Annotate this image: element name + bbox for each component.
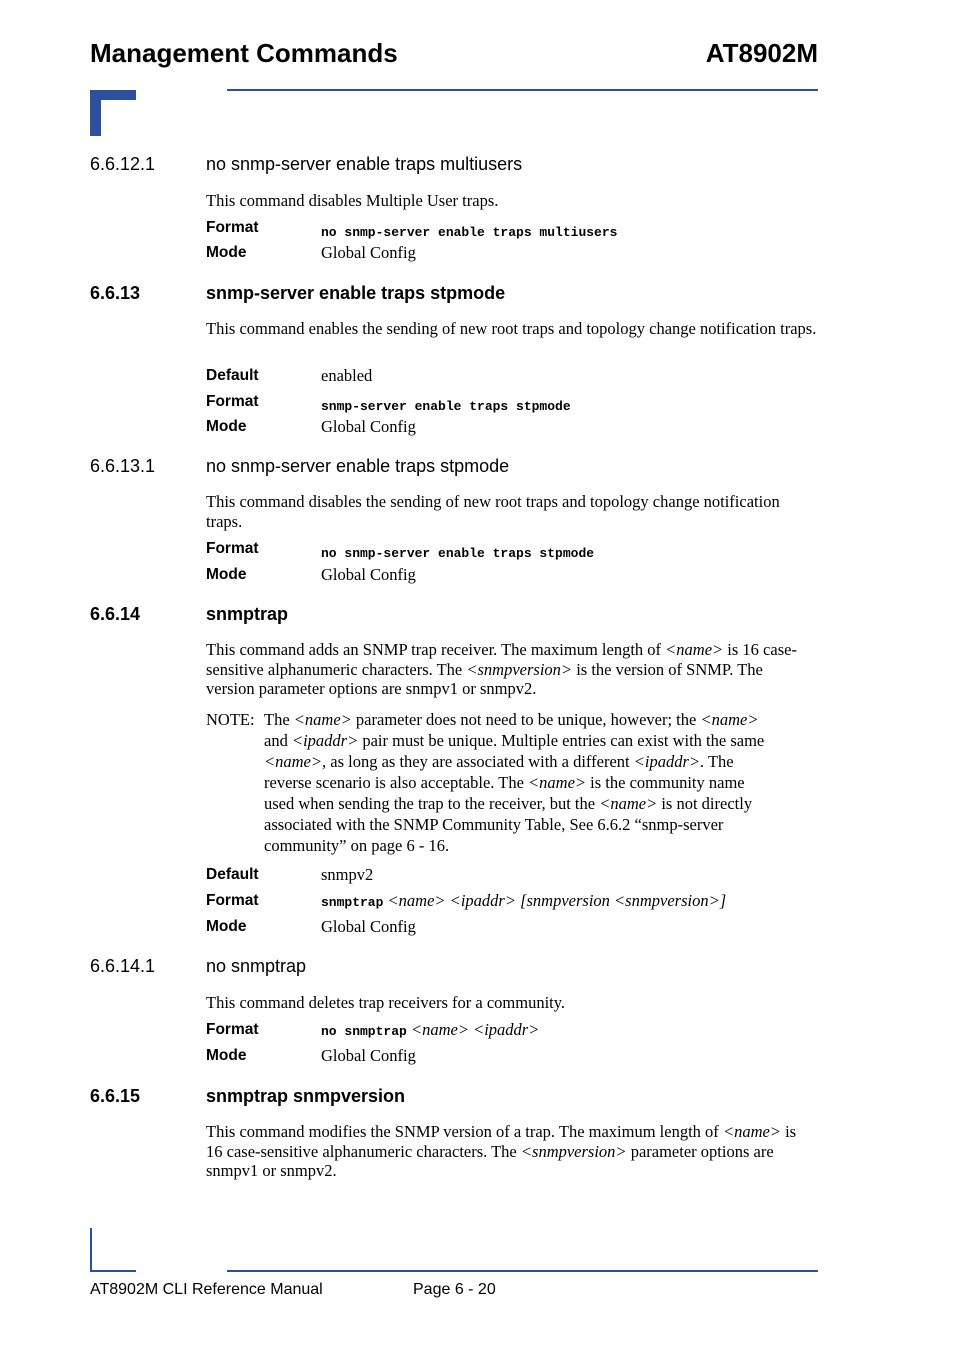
format-command: no snmptrap — [321, 1024, 407, 1039]
footer-page-number: Page 6 - 20 — [413, 1281, 496, 1298]
param-name: <name> — [700, 710, 759, 729]
note-block — [206, 709, 766, 856]
format-label: Format — [206, 1021, 259, 1038]
note-text-run: is the community name used when sending the trap to the receiver, but the — [264, 773, 745, 813]
mode-label: Mode — [206, 566, 247, 583]
format-value — [321, 395, 571, 415]
section-number: 6.6.15 — [90, 1086, 141, 1106]
note-text-run: parameter does not need to be unique, however; the — [351, 710, 701, 729]
section-description: This command disables Multiple User traps. — [206, 191, 499, 210]
mode-value: Global Config — [321, 243, 416, 262]
section-title: no snmptrap — [206, 956, 307, 976]
footer-corner-vertical — [90, 1228, 92, 1272]
param-name: <name> — [599, 794, 658, 813]
note-text-run: , as long as they are associated with a different — [322, 752, 634, 771]
note-text-run: The — [264, 710, 294, 729]
format-arguments: <name> <ipaddr> — [410, 1020, 540, 1039]
note-text-run: . The reverse scenario is also acceptable. The — [264, 752, 734, 792]
section-description — [206, 640, 808, 699]
section-title: snmptrap — [206, 604, 289, 624]
default-value: snmpv2 — [321, 865, 374, 884]
format-value — [321, 221, 617, 241]
format-value — [321, 542, 594, 562]
section-title: snmp-server enable traps stpmode — [206, 283, 506, 303]
header-title: Management Commands — [90, 38, 398, 68]
footer-manual-title: AT8902M CLI Reference Manual — [90, 1281, 323, 1298]
mode-label: Mode — [206, 1047, 247, 1064]
mode-value: Global Config — [321, 917, 416, 936]
section-title: no snmp-server enable traps stpmode — [206, 456, 510, 476]
mode-value: Global Config — [321, 417, 416, 436]
param-snmpversion: <snmpversion> — [466, 659, 573, 679]
header-product: AT8902M — [705, 38, 818, 68]
format-label: Format — [206, 540, 259, 557]
default-label: Default — [206, 866, 259, 883]
section-number: 6.6.13.1 — [90, 456, 156, 476]
header-rule — [227, 89, 818, 91]
default-value: enabled — [321, 366, 373, 385]
note-text-run: and — [264, 731, 292, 750]
param-name: <name> — [293, 710, 352, 729]
default-label: Default — [206, 367, 259, 384]
param-name: <name> — [665, 640, 724, 659]
note-label: NOTE: — [206, 710, 255, 729]
note-text-run: is not directly associated with the SNMP Community Table, See 6.6.2 “snmp-server community” on page 6 - 16. — [264, 794, 753, 855]
section-title: snmptrap snmpversion — [206, 1086, 406, 1106]
mode-label: Mode — [206, 244, 247, 261]
desc-text: is 16 case-sensitive alphanumeric characters. The — [206, 1122, 797, 1161]
section-description — [206, 1122, 816, 1181]
format-command: snmptrap — [321, 895, 384, 910]
format-label: Format — [206, 219, 259, 236]
note-text — [264, 709, 766, 856]
format-value — [321, 891, 726, 911]
format-value — [321, 1020, 539, 1040]
section-number: 6.6.13 — [90, 283, 141, 303]
format-command: no snmp-server enable traps multiusers — [321, 225, 618, 240]
section-description: This command enables the sending of new root traps and topology change notification traps. — [206, 319, 817, 338]
param-ipaddr: <ipaddr> — [291, 731, 359, 750]
format-command: no snmp-server enable traps stpmode — [321, 546, 595, 561]
section-number: 6.6.14 — [90, 604, 141, 624]
format-arguments: <name> <ipaddr> [snmpversion <snmpversion>] — [387, 891, 727, 910]
format-command: snmp-server enable traps stpmode — [321, 399, 571, 414]
section-number: 6.6.12.1 — [90, 154, 156, 174]
param-snmpversion: <snmpversion> — [520, 1141, 627, 1161]
section-description: This command disables the sending of new root traps and topology change notification traps. — [206, 492, 780, 531]
param-name: <name> — [264, 752, 323, 771]
section-number: 6.6.14.1 — [90, 956, 156, 976]
mode-value: Global Config — [321, 1046, 416, 1065]
footer-rule — [227, 1270, 818, 1272]
desc-text: is the version of SNMP. The version parameter options are snmpv1 or snmpv2. — [206, 659, 763, 698]
desc-text: This command modifies the SNMP version of a trap. The maximum length of — [206, 1122, 723, 1141]
format-label: Format — [206, 892, 259, 909]
param-ipaddr: <ipaddr> — [633, 752, 701, 771]
param-name: <name> — [528, 773, 587, 792]
corner-mark-vertical — [90, 90, 101, 136]
section-description: This command deletes trap receivers for a community. — [206, 993, 566, 1012]
mode-label: Mode — [206, 418, 247, 435]
desc-text: This command adds an SNMP trap receiver. The maximum length of — [206, 640, 666, 659]
section-title: no snmp-server enable traps multiusers — [206, 154, 523, 174]
param-name: <name> — [722, 1122, 781, 1141]
note-text-run: pair must be unique. Multiple entries can exist with the same — [358, 731, 765, 750]
mode-label: Mode — [206, 918, 247, 935]
format-label: Format — [206, 393, 259, 410]
desc-text: parameter options are snmpv1 or snmpv2. — [206, 1141, 774, 1180]
footer-corner-horizontal — [90, 1270, 136, 1272]
mode-value: Global Config — [321, 565, 416, 584]
desc-text: is 16 case-sensitive alphanumeric characters. The — [206, 640, 797, 679]
